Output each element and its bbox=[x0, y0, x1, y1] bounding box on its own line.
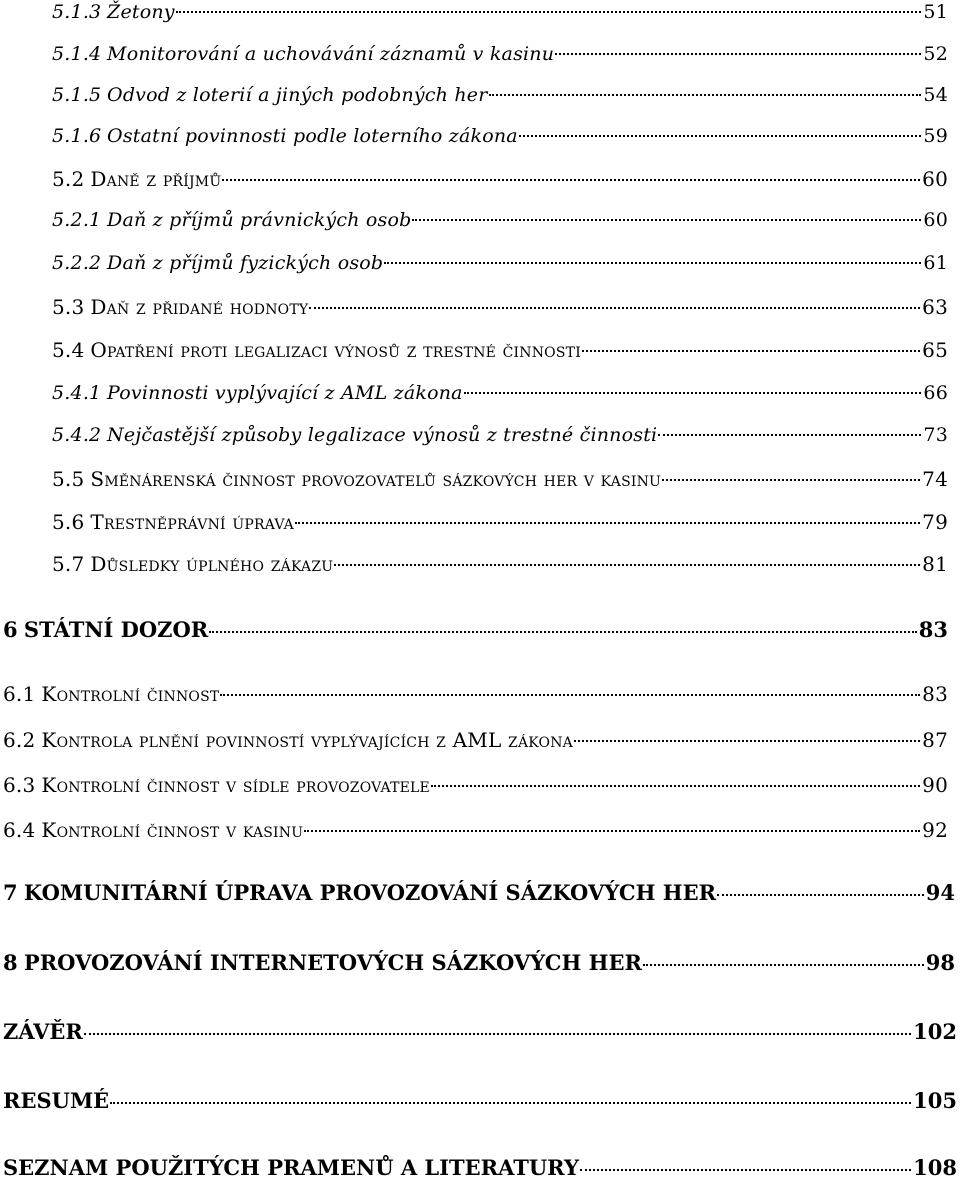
toc-entry-title: RESUMÉ bbox=[3, 1088, 110, 1113]
toc-entry-number: 5.1.3 bbox=[52, 1, 102, 23]
toc-entry-title: Důsledky úplného zákazu bbox=[90, 552, 334, 576]
toc-entry-5-5[interactable] bbox=[52, 467, 948, 491]
toc-entry-title: Žetony bbox=[107, 1, 175, 23]
dot-leader bbox=[580, 1169, 911, 1171]
toc-entry-number: 6.1 bbox=[3, 682, 36, 706]
toc-entry-page: 60 bbox=[923, 209, 948, 231]
toc-entry-number: 5.1.6 bbox=[52, 125, 102, 147]
toc-entry-title: Ostatní povinnosti podle loterního zákona bbox=[107, 125, 518, 147]
dot-leader bbox=[220, 694, 920, 696]
toc-entry-sources[interactable] bbox=[3, 1155, 957, 1180]
toc-entry-title: Kontrola plnění povinností vyplývajících z AML zákona bbox=[41, 728, 573, 752]
toc-entry-number: 6.3 bbox=[3, 773, 36, 797]
toc-entry-5-2-1[interactable] bbox=[52, 209, 948, 231]
dot-leader bbox=[662, 479, 920, 481]
toc-entry-zaver[interactable] bbox=[3, 1019, 957, 1044]
toc-entry-page: 52 bbox=[923, 43, 948, 65]
toc-entry-page: 66 bbox=[923, 382, 948, 404]
dot-leader bbox=[658, 434, 921, 436]
toc-entry-page: 59 bbox=[923, 125, 948, 147]
toc-entry-5-4-1[interactable] bbox=[52, 382, 948, 404]
toc-entry-number: 5.2 bbox=[52, 167, 85, 191]
toc-entry-page: 74 bbox=[922, 467, 948, 491]
toc-entry-page: 65 bbox=[922, 338, 948, 362]
toc-entry-page: 54 bbox=[923, 84, 948, 106]
toc-entry-title: Kontrolní činnost v kasinu bbox=[41, 818, 304, 842]
toc-entry-6-1[interactable] bbox=[3, 682, 948, 706]
toc-entry-number: 5.1.5 bbox=[52, 84, 102, 106]
toc-entry-5-1-5[interactable] bbox=[52, 84, 948, 106]
toc-entry-page: 102 bbox=[913, 1019, 957, 1044]
dot-leader bbox=[582, 350, 920, 352]
dot-leader bbox=[412, 219, 921, 221]
toc-entry-page: 98 bbox=[925, 950, 955, 975]
toc-entry-number: 5.4 bbox=[52, 338, 85, 362]
toc-entry-title: Odvod z loterií a jiných podobných her bbox=[107, 84, 488, 106]
dot-leader bbox=[295, 522, 920, 524]
toc-entry-page: 83 bbox=[922, 682, 948, 706]
toc-entry-page: 51 bbox=[923, 1, 948, 23]
toc-entry-5-2-2[interactable] bbox=[52, 252, 948, 274]
toc-entry-title: Monitorování a uchovávání záznamů v kasinu bbox=[107, 43, 555, 65]
toc-entry-5-7[interactable] bbox=[52, 552, 948, 576]
toc-entry-page: 79 bbox=[922, 510, 948, 534]
toc-entry-number: 5.3 bbox=[52, 295, 85, 319]
toc-entry-resume[interactable] bbox=[3, 1088, 957, 1113]
dot-leader bbox=[384, 262, 921, 264]
toc-entry-8[interactable] bbox=[3, 950, 955, 975]
toc-entry-5-1-6[interactable] bbox=[52, 125, 948, 147]
toc-entry-title: Daň z příjmů právnických osob bbox=[107, 209, 412, 231]
toc-entry-number: 5.4.1 bbox=[52, 382, 102, 404]
toc-entry-page: 63 bbox=[922, 295, 948, 319]
toc-entry-6-4[interactable] bbox=[3, 818, 948, 842]
dot-leader bbox=[489, 94, 922, 96]
toc-entry-page: 60 bbox=[922, 167, 948, 191]
toc-entry-number: 5.6 bbox=[52, 510, 85, 534]
dot-leader bbox=[431, 785, 920, 787]
toc-entry-title: Opatření proti legalizaci výnosů z trestné činnosti bbox=[90, 338, 581, 362]
toc-entry-title: Nejčastější způsoby legalizace výnosů z trestné činnosti bbox=[107, 424, 658, 446]
toc-entry-7[interactable] bbox=[3, 880, 955, 905]
toc-entry-title: PROVOZOVÁNÍ INTERNETOVÝCH SÁZKOVÝCH HER bbox=[23, 950, 642, 975]
toc-entry-title: Směnárenská činnost provozovatelů sázkových her v kasinu bbox=[90, 467, 662, 491]
toc-entry-title: Trestněprávní úprava bbox=[90, 510, 294, 534]
toc-entry-6[interactable] bbox=[3, 617, 948, 642]
toc-entry-page: 61 bbox=[923, 252, 948, 274]
toc-entry-number: 6.2 bbox=[3, 728, 36, 752]
toc-entry-5-2[interactable] bbox=[52, 167, 948, 191]
toc-entry-number: 5.2.1 bbox=[52, 209, 102, 231]
toc-entry-5-4[interactable] bbox=[52, 338, 948, 362]
dot-leader bbox=[309, 307, 920, 309]
dot-leader bbox=[110, 1102, 911, 1104]
toc-entry-page: 92 bbox=[922, 818, 948, 842]
toc-entry-page: 94 bbox=[925, 880, 955, 905]
toc-entry-page: 105 bbox=[913, 1088, 957, 1113]
toc-entry-page: 108 bbox=[913, 1155, 957, 1180]
dot-leader bbox=[222, 179, 920, 181]
toc-entry-page: 90 bbox=[922, 773, 948, 797]
toc-entry-title: Povinnosti vyplývající z AML zákona bbox=[107, 382, 463, 404]
toc-entry-page: 87 bbox=[922, 728, 948, 752]
toc-entry-number: 6 bbox=[3, 617, 18, 642]
toc-entry-title: SEZNAM POUŽITÝCH PRAMENŮ A LITERATURY bbox=[3, 1155, 579, 1180]
toc-entry-number: 6.4 bbox=[3, 818, 36, 842]
toc-entry-5-3[interactable] bbox=[52, 295, 948, 319]
toc-entry-page: 83 bbox=[918, 617, 948, 642]
toc-entry-number: 5.2.2 bbox=[52, 252, 102, 274]
dot-leader bbox=[176, 11, 922, 13]
dot-leader bbox=[717, 894, 924, 896]
toc-entry-number: 5.5 bbox=[52, 467, 85, 491]
toc-entry-5-4-2[interactable] bbox=[52, 424, 948, 446]
toc-entry-title: KOMUNITÁRNÍ ÚPRAVA PROVOZOVÁNÍ SÁZKOVÝCH HER bbox=[23, 880, 717, 905]
toc-entry-6-2[interactable] bbox=[3, 728, 948, 752]
toc-entry-page: 73 bbox=[923, 424, 948, 446]
toc-entry-title: Kontrolní činnost bbox=[41, 682, 220, 706]
dot-leader bbox=[574, 740, 920, 742]
dot-leader bbox=[84, 1033, 911, 1035]
toc-entry-number: 8 bbox=[3, 950, 18, 975]
dot-leader bbox=[643, 964, 924, 966]
toc-entry-title: Daň z příjmů fyzických osob bbox=[107, 252, 384, 274]
toc-entry-title: ZÁVĚR bbox=[3, 1019, 83, 1044]
dot-leader bbox=[519, 135, 922, 137]
toc-entry-number: 7 bbox=[3, 880, 18, 905]
dot-leader bbox=[209, 631, 917, 633]
toc-entry-number: 5.7 bbox=[52, 552, 85, 576]
dot-leader bbox=[464, 392, 922, 394]
toc-entry-page: 81 bbox=[922, 552, 948, 576]
dot-leader bbox=[555, 53, 921, 55]
dot-leader bbox=[334, 564, 920, 566]
toc-entry-number: 5.4.2 bbox=[52, 424, 102, 446]
toc-entry-title: Kontrolní činnost v sídle provozovatele bbox=[41, 773, 430, 797]
toc-entry-number: 5.1.4 bbox=[52, 43, 102, 65]
toc-entry-6-3[interactable] bbox=[3, 773, 948, 797]
toc-entry-5-1-4[interactable] bbox=[52, 43, 948, 65]
toc-entry-title: STÁTNÍ DOZOR bbox=[23, 617, 209, 642]
toc-entry-5-1-3[interactable] bbox=[52, 1, 948, 23]
toc-entry-title: Daň z přidané hodnoty bbox=[90, 295, 309, 319]
dot-leader bbox=[304, 830, 920, 832]
toc-entry-5-6[interactable] bbox=[52, 510, 948, 534]
toc-entry-title: Daně z příjmů bbox=[90, 167, 222, 191]
